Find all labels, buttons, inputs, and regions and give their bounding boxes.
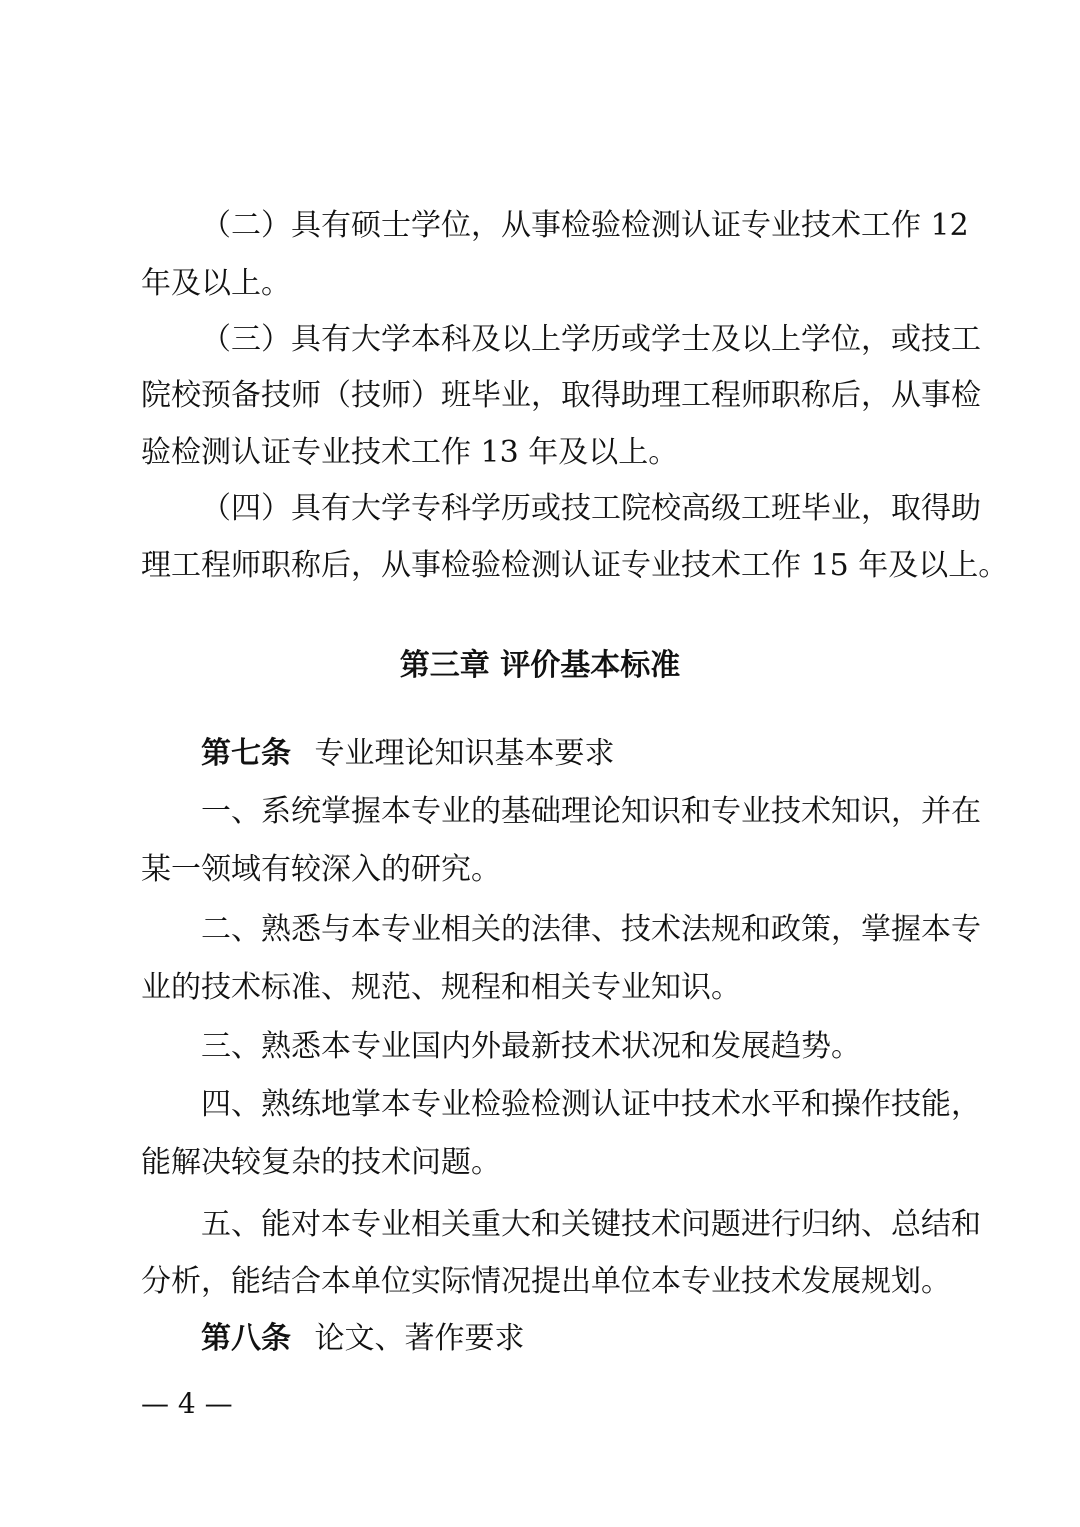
text-line: 五、能对本专业相关重大和关键技术问题进行归纳、总结和	[201, 1207, 981, 1242]
article-text: 专业理论知识基本要求	[314, 736, 615, 771]
article-label: 第八条	[201, 1321, 291, 1356]
text-line: 四、熟练地掌本专业检验检测认证中技术水平和操作技能，	[201, 1087, 981, 1122]
text-line: 某一领域有较深入的研究。	[141, 852, 501, 887]
text-line: 能解决较复杂的技术问题。	[141, 1145, 501, 1180]
text-line: 院校预备技师（技师）班毕业，取得助理工程师职称后，从事检	[141, 378, 981, 413]
text-line: 二、熟悉与本专业相关的法律、技术法规和政策，掌握本专	[201, 912, 981, 947]
text-line: （二）具有硕士学位，从事检验检测认证专业技术工作 12	[201, 208, 969, 243]
text-line: 理工程师职称后，从事检验检测认证专业技术工作 15 年及以上。	[141, 548, 1009, 583]
text-line: （三）具有大学本科及以上学历或学士及以上学位，或技工	[201, 322, 981, 357]
article-7-heading	[141, 724, 943, 784]
text-line: 业的技术标准、规范、规程和相关专业知识。	[141, 970, 741, 1005]
article-8-heading	[141, 1309, 943, 1369]
page-number: — 4 —	[141, 1387, 233, 1420]
text-line: 一、系统掌握本专业的基础理论知识和专业技术知识，并在	[201, 794, 981, 829]
text-line: （四）具有大学专科学历或技工院校高级工班毕业，取得助	[201, 491, 981, 526]
text-line: 年及以上。	[141, 266, 291, 301]
text-line: 验检测认证专业技术工作 13 年及以上。	[141, 435, 679, 470]
article-label: 第七条	[201, 736, 291, 771]
article-text: 论文、著作要求	[314, 1321, 525, 1356]
item-3: 三、熟悉本专业国内外最新技术状况和发展趋势。	[201, 1029, 861, 1064]
text-line: 分析，能结合本单位实际情况提出单位本专业技术发展规划。	[141, 1264, 951, 1299]
chapter-title: 第三章 评价基本标准	[399, 648, 681, 683]
